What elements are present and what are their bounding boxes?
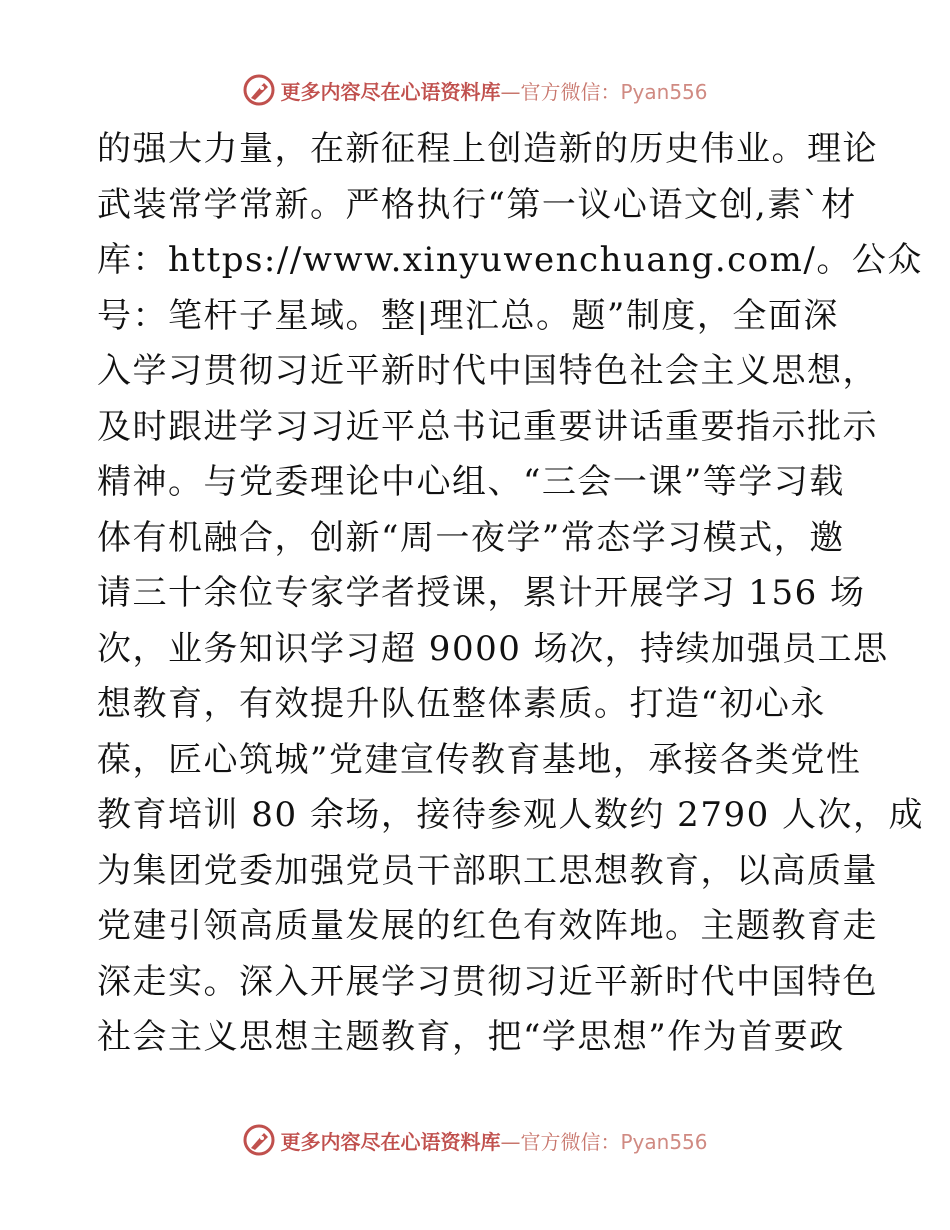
body-line: 号：笔杆子星域。整|理汇总。题”制度，全面深 — [97, 295, 839, 336]
document-body — [97, 122, 925, 1066]
body-line: 武装常学常新。严格执行“第一议心语文创,素`材 — [97, 184, 857, 225]
body-line: 想教育，有效提升队伍整体素质。打造“初心永 — [97, 684, 826, 724]
banner-brand-text: 更多内容尽在心语资料库 — [280, 79, 501, 104]
body-line: 社会主义思想主题教育，把“学思想”作为首要政 — [97, 1017, 845, 1057]
footer-banner — [0, 1120, 950, 1160]
body-line: 深走实。深入开展学习贯彻习近平新时代中国特色 — [97, 961, 878, 1002]
body-line: 为集团党委加强党员干部职工思想教育，以高质量 — [97, 850, 878, 891]
banner-text — [280, 1126, 707, 1155]
body-line: 库：https://www.xinyuwenchuang.com/。公众 — [97, 240, 923, 280]
body-line: 精神。与党委理论中心组、“三会一课”等学习载 — [97, 462, 845, 502]
banner-wechat-id: Pyan556 — [620, 1129, 708, 1154]
body-line: 及时跟进学习习近平总书记重要讲话重要指示批示 — [97, 406, 878, 447]
body-line: 葆，匠心筑城”党建宣传教育基地，承接各类党性 — [97, 739, 862, 780]
banner-official-label: 官方微信： — [520, 79, 621, 104]
banner-dash: — — [500, 1129, 521, 1154]
body-line: 党建引领高质量发展的红色有效阵地。主题教育走 — [97, 906, 878, 946]
body-line: 教育培训 80 余场，接待参观人数约 2790 人次，成 — [97, 795, 925, 835]
banner-text — [280, 76, 707, 105]
pen-nib-circle-icon — [242, 1123, 276, 1157]
body-line: 入学习贯彻习近平新时代中国特色社会主义思想， — [97, 351, 878, 391]
banner-wechat-id: Pyan556 — [620, 79, 708, 104]
body-line: 次，业务知识学习超 9000 场次，持续加强员工思 — [97, 628, 889, 669]
pen-nib-circle-icon — [242, 73, 276, 107]
body-line: 请三十余位专家学者授课，累计开展学习 156 场 — [97, 573, 866, 613]
body-line: 体有机融合，创新“周一夜学”常态学习模式，邀 — [97, 517, 845, 558]
banner-brand-text: 更多内容尽在心语资料库 — [280, 1129, 501, 1154]
body-line: 的强大力量，在新征程上创造新的历史伟业。理论 — [97, 129, 878, 169]
header-banner — [0, 70, 950, 110]
banner-dash: — — [500, 79, 521, 104]
banner-official-label: 官方微信： — [520, 1129, 621, 1154]
